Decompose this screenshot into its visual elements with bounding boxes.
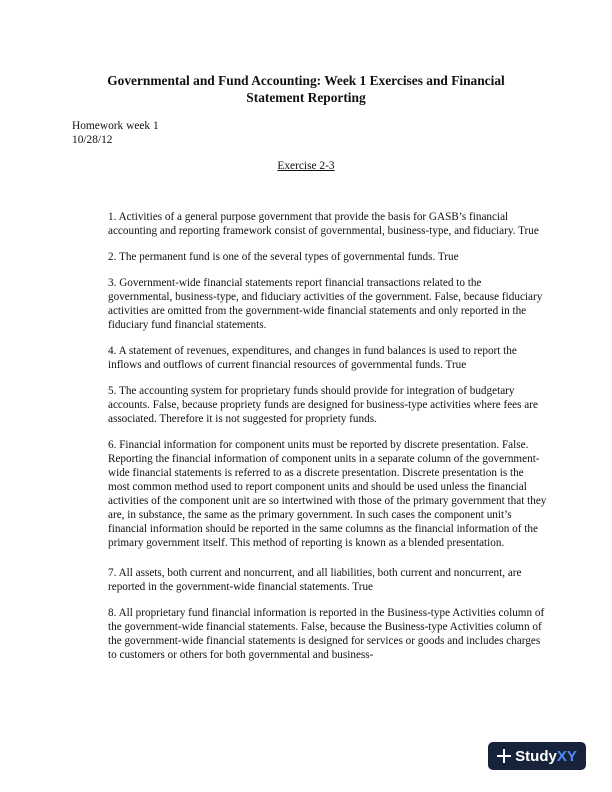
title-line-1: Governmental and Fund Accounting: Week 1 Exercises and Financial bbox=[107, 73, 505, 88]
exercise-item-8: 8. All proprietary fund financial information is reported in the Business-type Activities column of the government-wide financial statements. False, because the Business-type Activities column of the government-wide financial statements is designed for services or goods and includes charges to customers or others for both governmental and business- bbox=[108, 607, 545, 661]
exercise-heading bbox=[0, 159, 612, 173]
exercise-item-2: 2. The permanent fund is one of the several types of governmental funds. True bbox=[108, 251, 459, 263]
studyxy-brand-button[interactable] bbox=[488, 742, 586, 770]
exercise-item-3: 3. Government-wide financial statements report financial transactions related to the governmental, business-type, and fiduciary activities of the government. False, because fiduciary activities are omitted from the government-wide financial statements and only reported in the fiduciary fund financial statements. bbox=[108, 277, 543, 331]
exercise-item-1: 1. Activities of a general purpose government that provide the basis for GASB’s financial accounting and reporting framework consist of governmental, business-type, and fiduciary. True bbox=[108, 211, 539, 237]
brand-text-study: Study bbox=[515, 747, 557, 765]
exercise-item-7: 7. All assets, both current and noncurrent, and all liabilities, both current and noncurrent, are reported in the government-wide financial statements. True bbox=[108, 567, 522, 593]
exercise-item-5: 5. The accounting system for proprietary funds should provide for integration of budgetary accounts. False, because propriety funds are designed for business-type activities where fees are associated. Therefore it is not suggested for propriety funds. bbox=[108, 385, 538, 425]
title-line-2: Statement Reporting bbox=[246, 90, 366, 105]
brand-text-xy: XY bbox=[556, 747, 577, 765]
exercise-item-4: 4. A statement of revenues, expenditures, and changes in fund balances is used to report the inflows and outflows of current financial resources of governmental funds. True bbox=[108, 345, 517, 371]
meta-homework: Homework week 1 bbox=[72, 120, 159, 132]
plus-icon bbox=[497, 749, 511, 763]
exercise-heading-text: Exercise 2-3 bbox=[277, 160, 335, 172]
document-title bbox=[70, 72, 542, 106]
exercise-item-6: 6. Financial information for component units must be reported by discrete presentation. False. Reporting the financial information of component units in a separate column of the government-wide financial statements is referred to as a discrete presentation. Discrete presentation is the most common method used to report component units and should be used unless the financial activities of the component unit are so intertwined with those of the primary government that they are, in substance, the same as the primary government. In such cases the component unit’s financial information should be reported in the same columns as the financial information of the primary government itself. This method of reporting is known as a blended presentation. bbox=[108, 439, 547, 549]
document-meta bbox=[72, 120, 159, 147]
brand-name bbox=[515, 748, 577, 765]
meta-date: 10/28/12 bbox=[72, 133, 113, 146]
exercise-items bbox=[108, 210, 548, 674]
